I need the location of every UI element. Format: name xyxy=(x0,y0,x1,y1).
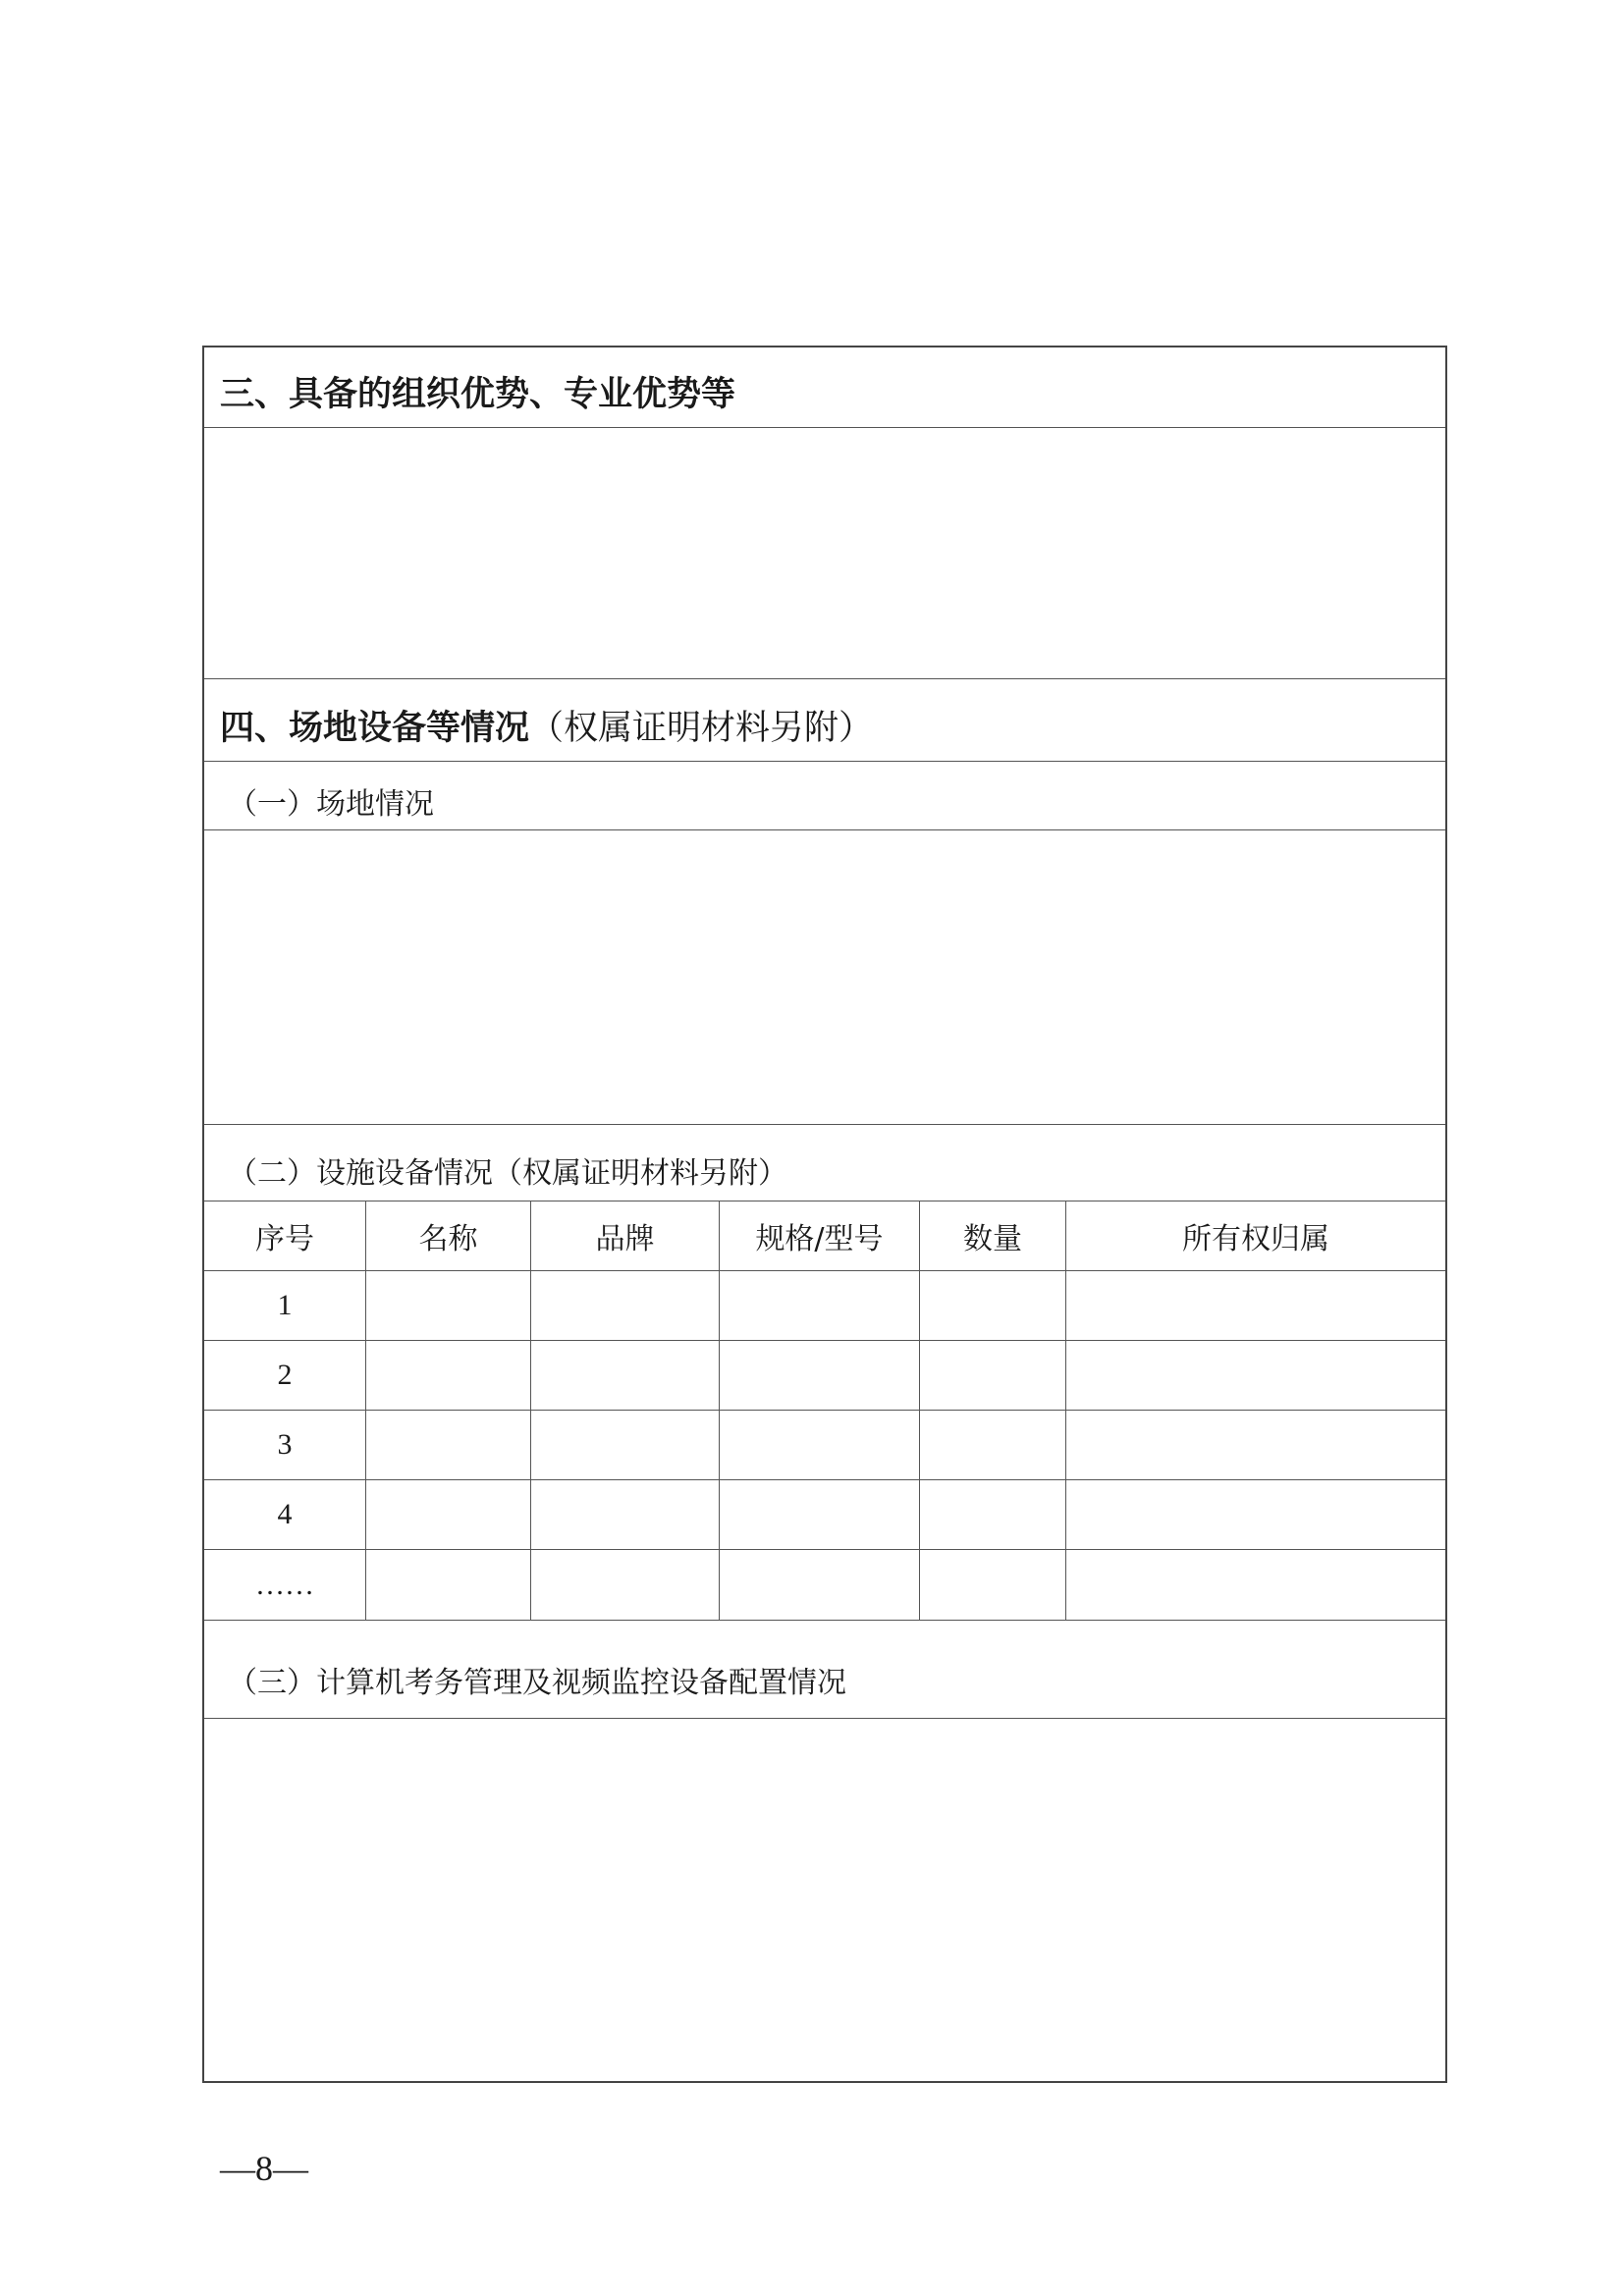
table-cell[interactable] xyxy=(366,1341,531,1411)
table-header-cell: 规格/型号 xyxy=(720,1201,920,1271)
table-cell[interactable] xyxy=(920,1271,1066,1341)
table-header-cell: 数量 xyxy=(920,1201,1066,1271)
table-cell-index: 3 xyxy=(204,1411,366,1480)
sub1-title: （一）场地情况 xyxy=(228,787,434,822)
sub1-content-area[interactable] xyxy=(204,830,1445,1125)
table-cell[interactable] xyxy=(920,1480,1066,1550)
table-cell[interactable] xyxy=(1066,1411,1445,1480)
table-cell[interactable] xyxy=(366,1550,531,1621)
section3-content-area[interactable] xyxy=(204,428,1445,679)
table-cell-index: 4 xyxy=(204,1480,366,1550)
equipment-table xyxy=(204,1201,1445,1621)
table-cell-index: …… xyxy=(204,1550,366,1621)
section4-heading-row xyxy=(204,679,1445,762)
table-cell[interactable] xyxy=(531,1271,720,1341)
table-cell[interactable] xyxy=(531,1480,720,1550)
table-cell[interactable] xyxy=(920,1411,1066,1480)
table-cell[interactable] xyxy=(531,1341,720,1411)
table-header-cell: 所有权归属 xyxy=(1066,1201,1445,1271)
page-number: —8— xyxy=(220,2149,308,2188)
application-form-table xyxy=(202,346,1447,2083)
table-cell[interactable] xyxy=(720,1550,920,1621)
sub2-title: （二）设施设备情况（权属证明材料另附） xyxy=(228,1156,787,1191)
table-cell[interactable] xyxy=(720,1480,920,1550)
table-cell[interactable] xyxy=(531,1550,720,1621)
table-cell[interactable] xyxy=(920,1341,1066,1411)
table-cell[interactable] xyxy=(1066,1341,1445,1411)
section4-title: 四、场地设备等情况 xyxy=(220,709,530,748)
table-cell[interactable] xyxy=(531,1411,720,1480)
table-cell[interactable] xyxy=(1066,1480,1445,1550)
table-cell[interactable] xyxy=(720,1271,920,1341)
sub2-heading-row xyxy=(204,1125,1445,1201)
section4-note: （权属证明材料另附） xyxy=(529,709,874,748)
table-cell[interactable] xyxy=(366,1411,531,1480)
table-cell[interactable] xyxy=(920,1550,1066,1621)
section4-title-wrap xyxy=(220,701,873,750)
section3-heading-row xyxy=(204,347,1445,428)
table-cell[interactable] xyxy=(366,1480,531,1550)
table-cell[interactable] xyxy=(366,1271,531,1341)
sub3-title: （三）计算机考务管理及视频监控设备配置情况 xyxy=(228,1666,846,1700)
table-cell[interactable] xyxy=(720,1411,920,1480)
sub3-content-area[interactable] xyxy=(204,1719,1445,2082)
table-cell-index: 1 xyxy=(204,1271,366,1341)
table-cell-index: 2 xyxy=(204,1341,366,1411)
sub3-heading-row xyxy=(204,1621,1445,1719)
table-header-cell: 品牌 xyxy=(531,1201,720,1271)
table-cell[interactable] xyxy=(1066,1550,1445,1621)
section3-title: 三、具备的组织优势、专业优势等 xyxy=(220,375,736,414)
table-header-cell: 序号 xyxy=(204,1201,366,1271)
table-header-cell: 名称 xyxy=(366,1201,531,1271)
table-cell[interactable] xyxy=(1066,1271,1445,1341)
sub1-heading-row xyxy=(204,762,1445,830)
table-cell[interactable] xyxy=(720,1341,920,1411)
